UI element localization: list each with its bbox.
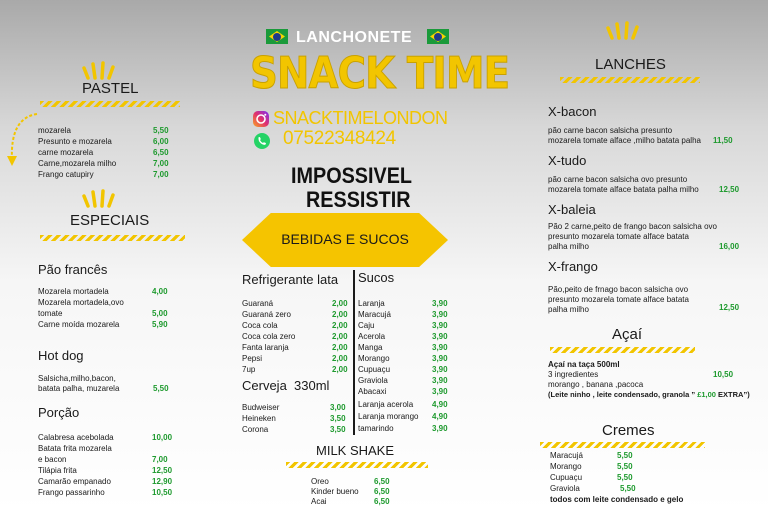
sucos-item-name: Laranja acerola [358, 400, 414, 409]
refri-item-price: 2,00 [332, 299, 348, 308]
cremes-title: Cremes [602, 422, 655, 439]
hot-dog-price: 5,50 [153, 384, 169, 393]
acai-extras-price: £1,00 [697, 390, 716, 399]
porcao-item-name: Frango passarinho [38, 488, 105, 497]
slogan-line-2: RESSISTIR [306, 187, 411, 212]
sucos-item-price: 3,90 [432, 387, 448, 396]
sucos-item-price: 3,90 [432, 343, 448, 352]
lanche-desc: presunto mozarela tomate alface batata [548, 232, 689, 241]
porcao-item-name: Calabresa acebolada [38, 433, 114, 442]
pastel-underline [40, 101, 180, 107]
refri-item-price: 2,00 [332, 354, 348, 363]
burst-icon [604, 20, 644, 40]
refri-item-name: Pepsi [242, 354, 263, 363]
curved-arrow-icon [2, 108, 42, 168]
pao-item-price: 4,00 [152, 287, 168, 296]
refri-item-name: 7up [242, 365, 256, 374]
sucos-item-price: 3,90 [432, 332, 448, 341]
pao-item-name: Mozarela mortadela [38, 287, 109, 296]
pastel-item-price: 5,50 [153, 126, 169, 135]
milkshake-item-name: Acai [311, 497, 327, 506]
burst-icon [80, 60, 120, 80]
slogan-line-1: IMPOSSIVEL [291, 163, 413, 188]
acai-line: 3 ingredientes [548, 370, 599, 379]
refri-item-name: Coca cola [242, 321, 278, 330]
lanche-name: X-tudo [548, 153, 587, 168]
acai-line: Açaí na taça 500ml [548, 360, 620, 369]
hot-dog-line: batata palha, muzarela [38, 384, 120, 393]
refri-item-price: 2,00 [332, 332, 348, 341]
drinks-divider [353, 270, 355, 435]
sucos-item-name: tamarindo [358, 424, 394, 433]
cerveja-item-price: 3,50 [330, 414, 346, 423]
acai-extras-text: (Leite ninho , leite condensado, granola ” [548, 390, 698, 399]
acai-extras [548, 390, 750, 400]
lanche-desc: mozarela tomate alface batata palha milho [548, 185, 699, 194]
sucos-item-name: Graviola [358, 376, 388, 385]
creme-item-name: Maracujá [550, 451, 583, 460]
pastel-item-price: 6,50 [153, 148, 169, 157]
lanche-desc: pão carne bacon salsicha presunto [548, 126, 673, 135]
creme-item-price: 5,50 [617, 451, 633, 460]
porcao-item-price: 12,50 [152, 466, 173, 475]
cerveja-item-price: 3,50 [330, 425, 346, 434]
refri-item-name: Fanta laranja [242, 343, 289, 352]
porcao-item-price: 12,90 [152, 477, 173, 486]
pao-item-name: Carne moída mozarela [38, 320, 120, 329]
sucos-item-price: 3,90 [432, 365, 448, 374]
sucos-item-price: 4,90 [432, 400, 448, 409]
sucos-item-price: 3,90 [432, 354, 448, 363]
cerveja-item-name: Heineken [242, 414, 276, 423]
cerveja-item-name: Budweiser [242, 403, 280, 412]
sucos-item-name: Acerola [358, 332, 386, 341]
milkshake-item-price: 6,50 [374, 487, 390, 496]
milkshake-item-name: Kinder bueno [311, 487, 359, 496]
lanche-price: 12,50 [719, 185, 740, 194]
lanche-name: X-frango [548, 259, 598, 274]
bebidas-banner-label: BEBIDAS E SUCOS [281, 231, 409, 247]
sucos-item-name: Laranja morango [358, 412, 419, 421]
porcao-item-name: Batata frita mozarela [38, 444, 112, 453]
refri-item-price: 2,00 [332, 365, 348, 374]
sucos-item-price: 3,90 [432, 424, 448, 433]
porcao-item-name: Tilápia frita [38, 466, 77, 475]
lanche-desc: Pão,peito de frnago bacon salsicha ovo [548, 285, 689, 294]
milkshake-item-price: 6,50 [374, 477, 390, 486]
snack-time-title: SNACK TIME [250, 48, 510, 99]
refri-item-price: 2,00 [332, 343, 348, 352]
lanchonete-label: LANCHONETE [296, 29, 413, 46]
lanche-desc: presunto mozarela tomate alface batata [548, 295, 689, 304]
sucos-item-price: 3,90 [432, 321, 448, 330]
lanche-name: X-baleia [548, 202, 596, 217]
brazil-flag-icon [427, 29, 449, 44]
whatsapp-icon [253, 132, 271, 150]
brazil-flag-icon [266, 29, 288, 44]
pastel-item-price: 7,00 [153, 159, 169, 168]
lanche-name: X-bacon [548, 104, 597, 119]
lanche-desc: mozarela tomate alface ,milho batata palha [548, 136, 701, 145]
pastel-item-price: 6,00 [153, 137, 169, 146]
lanche-desc: pão carne bacon salsicha ovo presunto [548, 175, 688, 184]
lanche-price: 12,50 [719, 303, 740, 312]
sucos-item-price: 3,90 [432, 299, 448, 308]
pao-item-price: 5,00 [152, 309, 168, 318]
pastel-item-price: 7,00 [153, 170, 169, 179]
creme-item-price: 5,50 [617, 473, 633, 482]
sucos-title: Sucos [358, 270, 395, 285]
refrigerante-title: Refrigerante lata [242, 272, 339, 287]
pastel-item-name: Frango catupiry [38, 170, 94, 179]
sucos-item-price: 3,90 [432, 376, 448, 385]
cerveja-item-name: Corona [242, 425, 269, 434]
pao-frances-title: Pão francês [38, 262, 108, 277]
phone-number[interactable]: 07522348424 [283, 128, 396, 149]
pastel-item-name: Presunto e mozarela [38, 137, 112, 146]
acai-price: 10,50 [713, 370, 734, 379]
pastel-item-name: mozarela [38, 126, 71, 135]
pastel-title: PASTEL [82, 80, 139, 97]
pao-item-price: 5,90 [152, 320, 168, 329]
milkshake-item-name: Oreo [311, 477, 329, 486]
lanche-desc: palha milho [548, 305, 589, 314]
sucos-item-price: 3,90 [432, 310, 448, 319]
milkshake-item-price: 6,50 [374, 497, 390, 506]
creme-item-name: Cupuaçu [550, 473, 583, 482]
pao-item-name: Mozarela mortadela,ovo [38, 298, 124, 307]
sucos-item-price: 4,90 [432, 412, 448, 421]
cremes-underline [540, 442, 705, 448]
acai-line: morango , banana ,pacoca [548, 380, 644, 389]
refri-item-name: Guaraná zero [242, 310, 291, 319]
pao-item-name: tomate [38, 309, 63, 318]
lanches-underline [560, 77, 700, 83]
especiais-underline [40, 235, 185, 241]
lanche-price: 16,00 [719, 242, 740, 251]
hot-dog-line: Salsicha,milho,bacon, [38, 374, 116, 383]
sucos-item-name: Caju [358, 321, 375, 330]
cerveja-title: Cerveja 330ml [242, 378, 330, 393]
lanche-desc: palha milho [548, 242, 589, 251]
cerveja-item-price: 3,00 [330, 403, 346, 412]
porcao-item-price: 10,00 [152, 433, 173, 442]
especiais-title: ESPECIAIS [70, 212, 150, 229]
acai-underline [550, 347, 695, 353]
sucos-item-name: Cupuaçu [358, 365, 391, 374]
pastel-item-name: carne mozarela [38, 148, 94, 157]
pastel-item-name: Carne,mozarela milho [38, 159, 117, 168]
refri-item-name: Coca cola zero [242, 332, 296, 341]
creme-item-price: 5,50 [617, 462, 633, 471]
instagram-icon [252, 110, 270, 128]
porcao-item-price: 7,00 [152, 455, 168, 464]
refri-item-price: 2,00 [332, 321, 348, 330]
sucos-item-name: Laranja [358, 299, 385, 308]
refri-item-price: 2,00 [332, 310, 348, 319]
porcao-item-name: Camarão empanado [38, 477, 111, 486]
instagram-handle[interactable]: SNACKTIMELONDON [273, 108, 448, 128]
hot-dog-title: Hot dog [38, 348, 84, 363]
sucos-item-name: Morango [358, 354, 390, 363]
lanche-desc: Pão 2 carne,peito de frango bacon salsicha ovo [548, 222, 718, 231]
lanches-title: LANCHES [595, 56, 666, 73]
cremes-note: todos com leite condensado e gelo [550, 495, 684, 504]
sucos-item-name: Maracujá [358, 310, 391, 319]
porcao-title: Porção [38, 405, 80, 420]
porcao-item-price: 10,50 [152, 488, 173, 497]
sucos-item-name: Manga [358, 343, 383, 352]
burst-icon [80, 188, 120, 208]
refri-item-name: Guaraná [242, 299, 274, 308]
creme-item-price: 5,50 [620, 484, 636, 493]
creme-item-name: Morango [550, 462, 582, 471]
acai-title: Açaí [612, 326, 643, 343]
milkshake-title: MILK SHAKE [316, 443, 395, 458]
lanche-price: 11,50 [713, 136, 733, 145]
porcao-item-name: e bacon [38, 455, 67, 464]
sucos-item-name: Abacaxi [358, 387, 387, 396]
acai-extras-text-end: EXTRA”) [715, 390, 750, 399]
milkshake-underline [286, 462, 428, 468]
creme-item-name: Graviola [550, 484, 580, 493]
